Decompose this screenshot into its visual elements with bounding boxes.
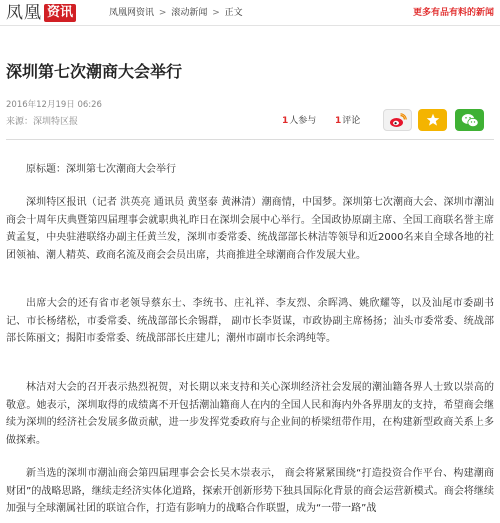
article-title: 深圳第七次潮商大会举行 <box>6 62 183 81</box>
top-bar <box>0 0 500 26</box>
article-paragraph: 新当选的深圳市潮汕商会第四届理事会会长吴木崇表示， 商会将紧紧围绕“打造投资合作平台、构建潮商财团”的战略思路，继续走经济实体化道路，探索开创新形势下独具国际化背景的商会运营新模式。商会将继续加强与全球潮属社团的联谊合作，打造有影响力的战略合作联盟，成为“一带一路”战 <box>6 468 494 514</box>
article-date: 2016年12月19日 06:26 <box>6 100 102 110</box>
breadcrumb-home-link[interactable]: 凤凰网资讯 <box>109 8 155 18</box>
star-icon <box>426 113 440 127</box>
article-paragraph: 出席大会的还有省市老领导蔡东士、李统书、庄礼祥、李友烈、余晖鸿、姚欣耀等，以及汕尾市委副书记、市长杨绪松，市委常委、统战部部长余锡群， 副市长李贤谋，市政协副主席杨扬；汕头市委常委、统战部部长陈丽文；揭阳市委常委、统战部部长庄建儿；潮州市副市长余鸿纯等。 <box>6 298 494 344</box>
original-title: 原标题：深圳第七次潮商大会举行 <box>26 164 176 175</box>
ifeng-logo[interactable] <box>6 3 76 23</box>
logo-news-tag: 资讯 <box>44 4 76 22</box>
more-news-link[interactable]: 更多有品有料的新闻 <box>412 8 494 18</box>
breadcrumb-rolling-news-link[interactable]: 滚动新闻 <box>171 8 208 18</box>
wechat-icon <box>461 113 479 128</box>
comments-number: 1 <box>335 116 342 126</box>
logo-text: 凤凰 <box>6 3 42 23</box>
article-source: 来源：深圳特区报 <box>6 117 79 127</box>
breadcrumb-separator: > <box>158 8 167 18</box>
weibo-icon <box>389 113 407 128</box>
readers-count[interactable] <box>282 114 316 128</box>
breadcrumb <box>109 6 243 20</box>
meta-divider <box>6 139 494 140</box>
breadcrumb-current: 正文 <box>224 8 243 18</box>
favorite-button[interactable] <box>418 109 447 131</box>
comments-label: 评论 <box>342 116 361 126</box>
readers-label: 人参与 <box>289 116 317 126</box>
article-paragraph: 深圳特区报讯（记者 洪英亮 通讯员 黄坚泰 黄淋清）潮商情，中国梦。深圳第七次潮商大会、深圳市潮汕商会十周年庆典暨第四届理事会就职典礼昨日在深圳会展中心举行。全国政协原副主席、全国工商联名誉主席黄孟复，中央驻港联络办副主任黄兰发，深圳市委常委、统战部部长林洁等领导和近2000名来自全球各地的社团领袖、潮人精英、政商名流及商会会员出席，共商推进全球潮商合作发展大业。 <box>6 197 494 261</box>
comments-count[interactable] <box>335 114 360 128</box>
share-weibo-button[interactable] <box>383 109 412 131</box>
share-wechat-button[interactable] <box>455 109 484 131</box>
breadcrumb-separator: > <box>212 8 220 18</box>
readers-number: 1 <box>282 116 289 126</box>
article-paragraph: 林洁对大会的召开表示热烈祝贺，对长期以来支持和关心深圳经济社会发展的潮汕籍各界人士致以崇高的敬意。她表示，深圳取得的成绩离不开包括潮汕籍商人在内的全国人民和海内外各界朋友的支持，希望商会继续为深圳的经济社会发展多做贡献，进一步发挥党委政府与企业间的桥梁纽带作用，在构建新型政商关系上多做探索。 <box>6 382 494 446</box>
